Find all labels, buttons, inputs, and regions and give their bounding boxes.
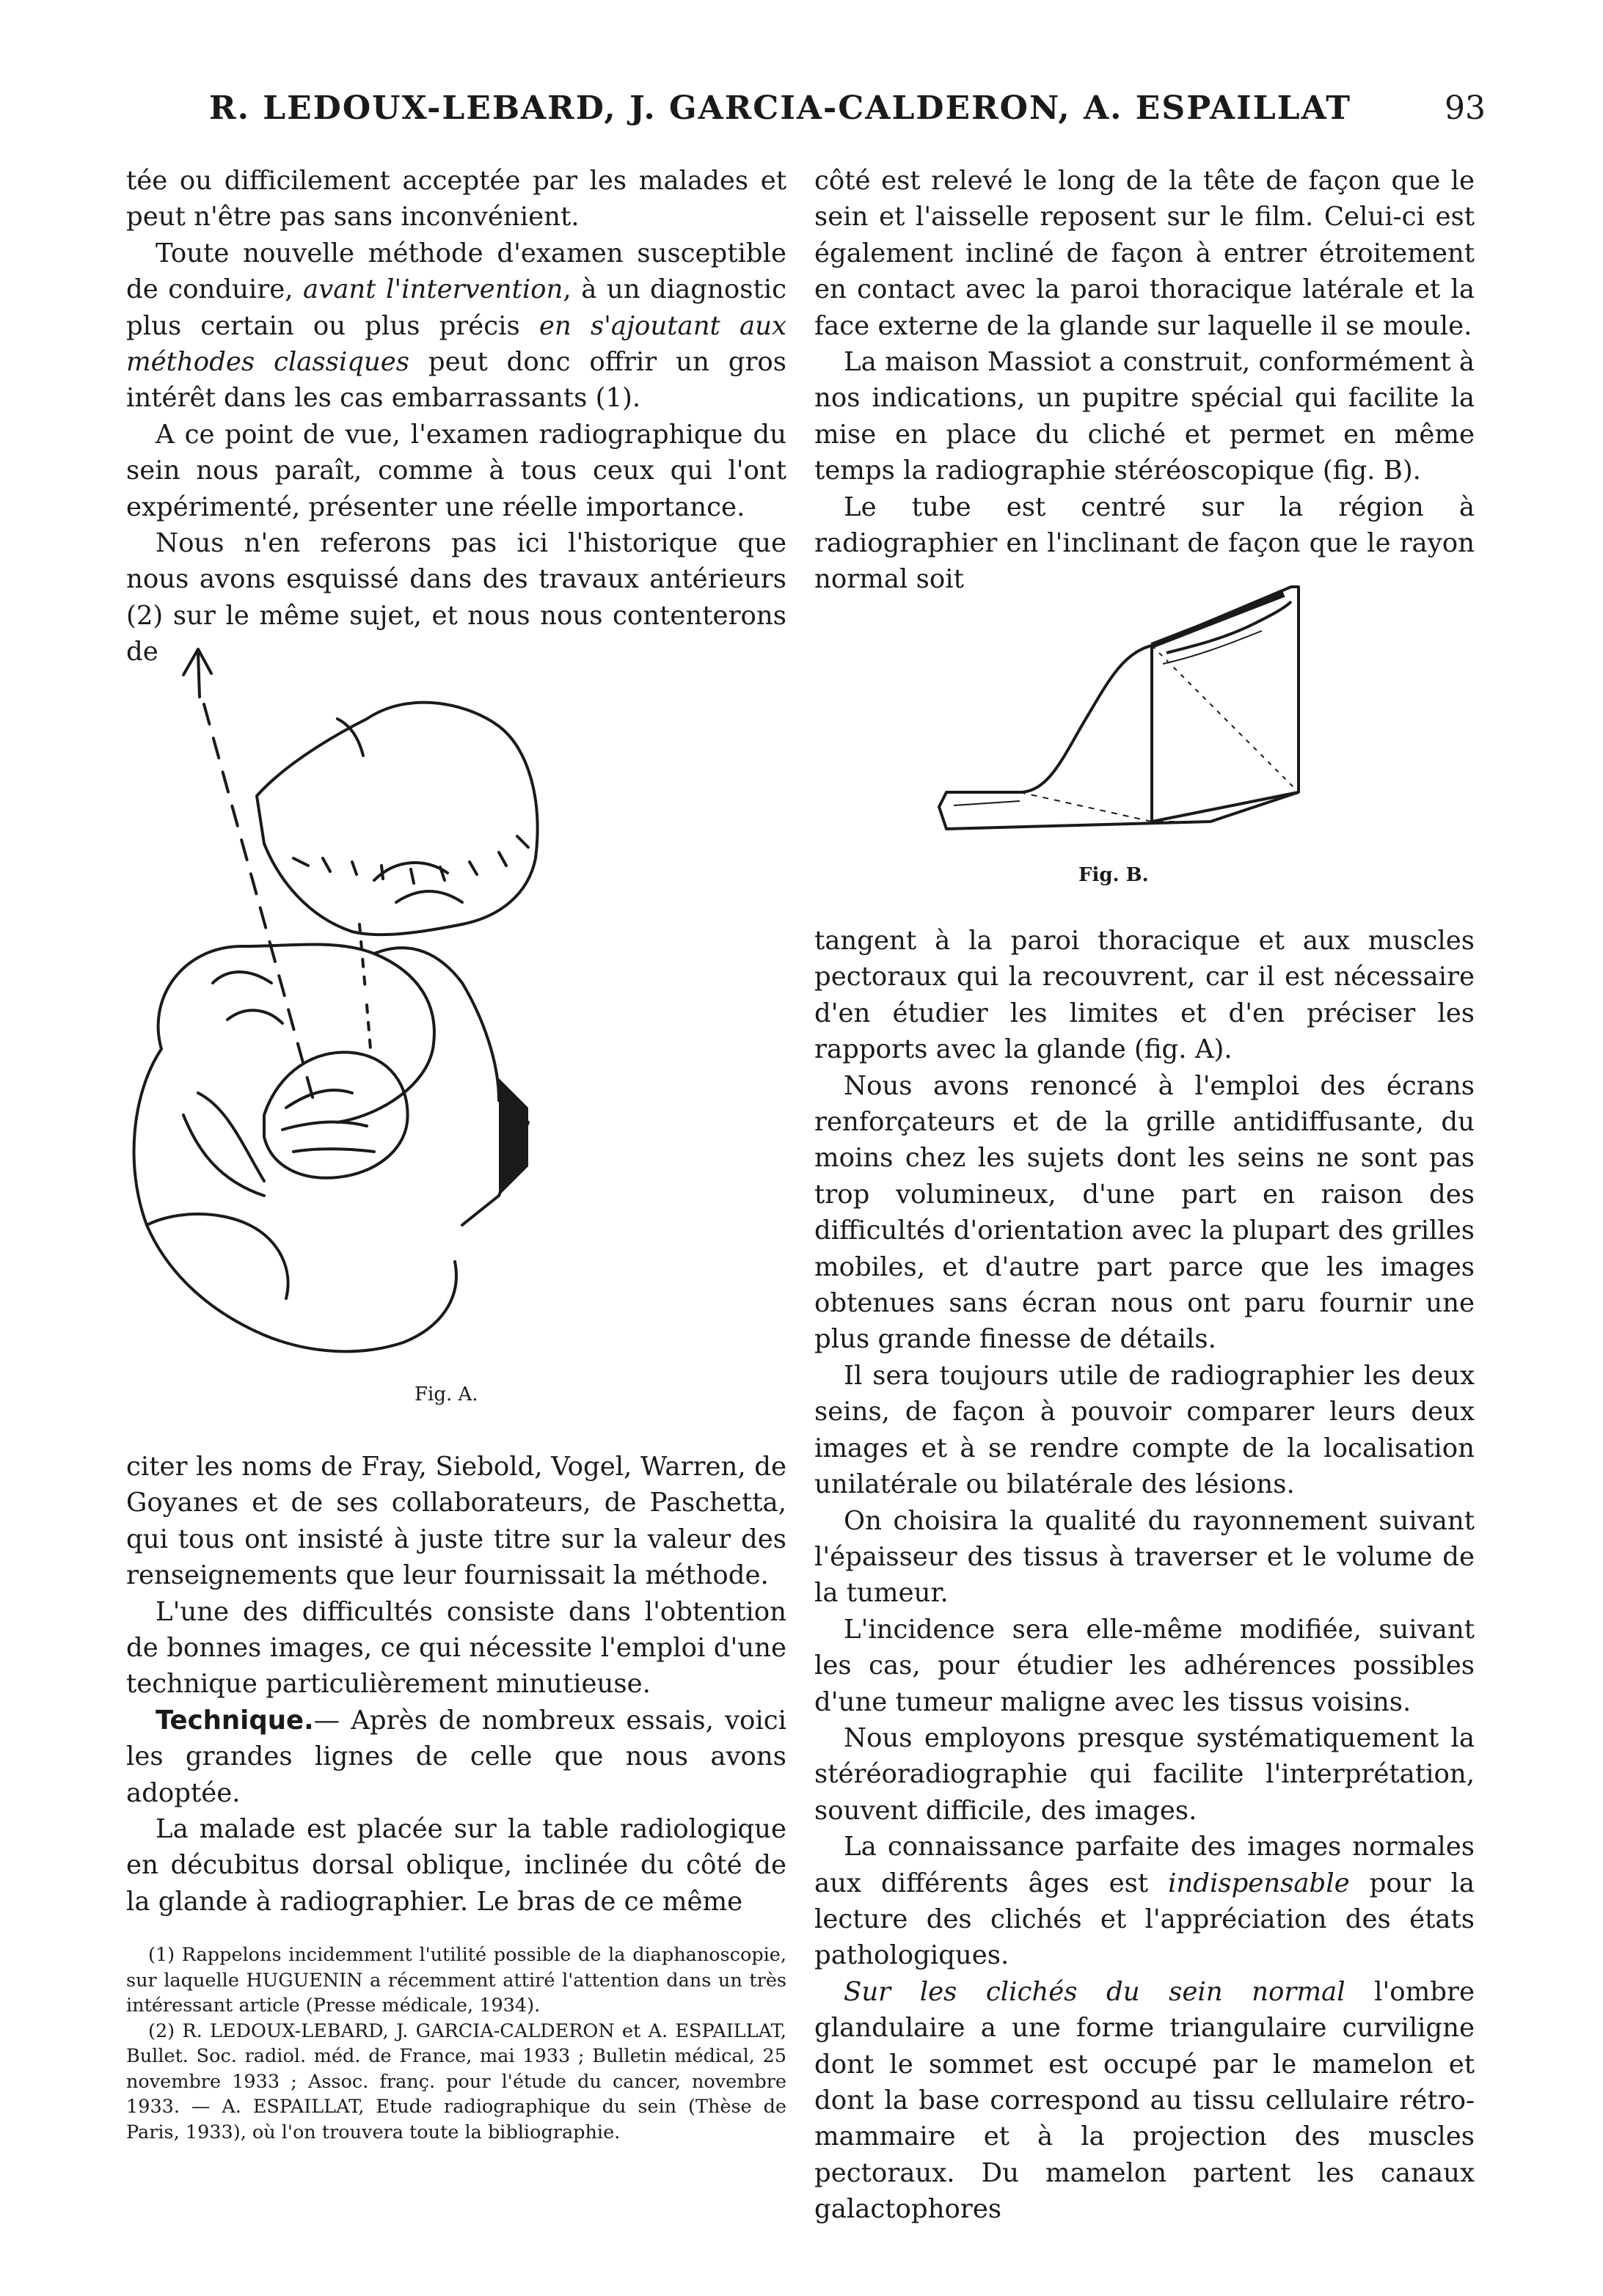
left-column-top <box>126 163 786 670</box>
paragraph: La maison Massiot a construit, conformément à nos indications, un pupitre spécial qui facilite la mise en place du cliché et permet en même temps la radiographie stéréoscopique (fig. B). <box>814 347 1475 486</box>
paragraph: A ce point de vue, l'examen radiographique du sein nous paraît, comme à tous ceux qui l'ont expérimenté, présenter une réelle importance. <box>126 419 786 522</box>
running-header <box>209 89 1486 141</box>
running-head-authors: R. LEDOUX-LEBARD, J. GARCIA-CALDERON, A. ESPAILLAT <box>209 89 1352 127</box>
section-heading-technique: Technique. <box>156 1705 314 1736</box>
paragraph: tangent à la paroi thoracique et aux muscles pectoraux qui la recouvrent, car il est nécessaire d'en étudier les limites et d'en préciser les rapports avec la glande (fig. A). <box>814 926 1475 1065</box>
paragraph: tée ou difficilement acceptée par les malades et peut n'être pas sans inconvénient. <box>126 166 786 233</box>
footnote: (2) R. LEDOUX-LEBARD, J. GARCIA-CALDERON et A. ESPAILLAT, Bullet. Soc. radiol. méd. de France, mai 1933 ; Bulletin médical, 25 novembre 1933 ; Assoc. franç. pour l'étude du cancer, novembre 1933. — A. ESPAILLAT, Etude radiographique du sein (Thèse de Paris, 1933), où l'on trouvera toute la bibliographie. <box>126 2019 786 2143</box>
paragraph: Sur les clichés du sein normal l'ombre glandulaire a une forme triangulaire curviligne dont le sommet est occupé par le mamelon et dont la base correspond au tissu cellulaire rétro-mammaire et à la projection des muscles pectoraux. Du mamelon partent les canaux galactophores <box>814 1976 1475 2225</box>
paragraph: Nous avons renoncé à l'emploi des écrans renforçateurs et de la grille antidiffusante, du moins chez les sujets dont les seins ne sont pas trop volumineux, d'une part en raison des difficultés d'orientation avec la plupart des grilles mobiles, et d'autre part parce que les images obtenues sans écran nous ont paru fournir une plus grande finesse de détails. <box>814 1070 1475 1355</box>
paragraph: Toute nouvelle méthode d'examen susceptible de conduire, avant l'intervention, à un diagnostic plus certain ou plus précis en s'ajoutant aux méthodes classiques peut donc offrir un gros intérêt dans les cas embarrassants (1). <box>126 238 786 414</box>
footnote: (1) Rappelons incidemment l'utilité possible de la diaphanoscopie, sur laquelle HUGUENIN a récemment attiré l'attention dans un très intéressant article (Presse médicale, 1934). <box>126 1944 786 2017</box>
paragraph: citer les noms de Fray, Siebold, Vogel, Warren, de Goyanes et de ses collaborateurs, de Paschetta, qui tous ont insisté à juste titre sur la valeur des renseignements que leur fournissait la méthode. <box>126 1452 786 1591</box>
figure-a-caption: Fig. A. <box>415 1383 478 1405</box>
paragraph: L'une des difficultés consiste dans l'obtention de bonnes images, ce qui nécessite l'emploi d'une technique particulièrement minutieuse. <box>126 1596 786 1700</box>
paragraph: Il sera toujours utile de radiographier les deux seins, de façon à pouvoir comparer leurs deux images et à se rendre compte de la localisation unilatérale ou bilatérale des lésions. <box>814 1360 1475 1500</box>
paragraph: Nous n'en referons pas ici l'historique que nous avons esquissé dans des travaux antérieurs (2) sur le même sujet, et nous nous contenterons de <box>126 528 786 668</box>
paragraph: L'incidence sera elle-même modifiée, suivant les cas, pour étudier les adhérences possibles d'une tumeur maligne avec les tissus voisins. <box>814 1614 1475 1717</box>
page-number: 93 <box>1445 89 1486 127</box>
figure-a-illustration <box>117 638 792 1397</box>
figure-b-illustration <box>932 572 1313 858</box>
paragraph: La connaissance parfaite des images normales aux différents âges est indispensable pour la lecture des clichés et l'appréciation des états pathologiques. <box>814 1832 1475 1971</box>
footnotes <box>126 1942 786 2145</box>
paragraph: Nous employons presque systématiquement la stéréoradiographie qui facilite l'interprétation, souvent difficile, des images. <box>814 1722 1475 1826</box>
paragraph: côté est relevé le long de la tête de façon que le sein et l'aisselle reposent sur le film. Celui-ci est également incliné de façon à entrer étroitement en contact avec la paroi thoracique latérale et la face externe de la glande sur laquelle il se moule. <box>814 166 1475 341</box>
right-column-top <box>814 163 1475 598</box>
paragraph: Le tube est centré sur la région à radiographier en l'inclinant de façon que le rayon normal soit <box>814 491 1475 595</box>
left-column-bottom <box>126 1449 786 1920</box>
figure-b-caption: Fig. B. <box>1078 864 1149 886</box>
paragraph: La malade est placée sur la table radiologique en décubitus dorsal oblique, inclinée du côté de la glande à radiographier. Le bras de ce même <box>126 1814 786 1917</box>
paragraph: Technique.— Après de nombreux essais, voici les grandes lignes de celle que nous avons adoptée. <box>126 1705 786 1808</box>
right-column-bottom <box>814 923 1475 2228</box>
paragraph: On choisira la qualité du rayonnement suivant l'épaisseur des tissus à traverser et le volume de la tumeur. <box>814 1505 1475 1609</box>
